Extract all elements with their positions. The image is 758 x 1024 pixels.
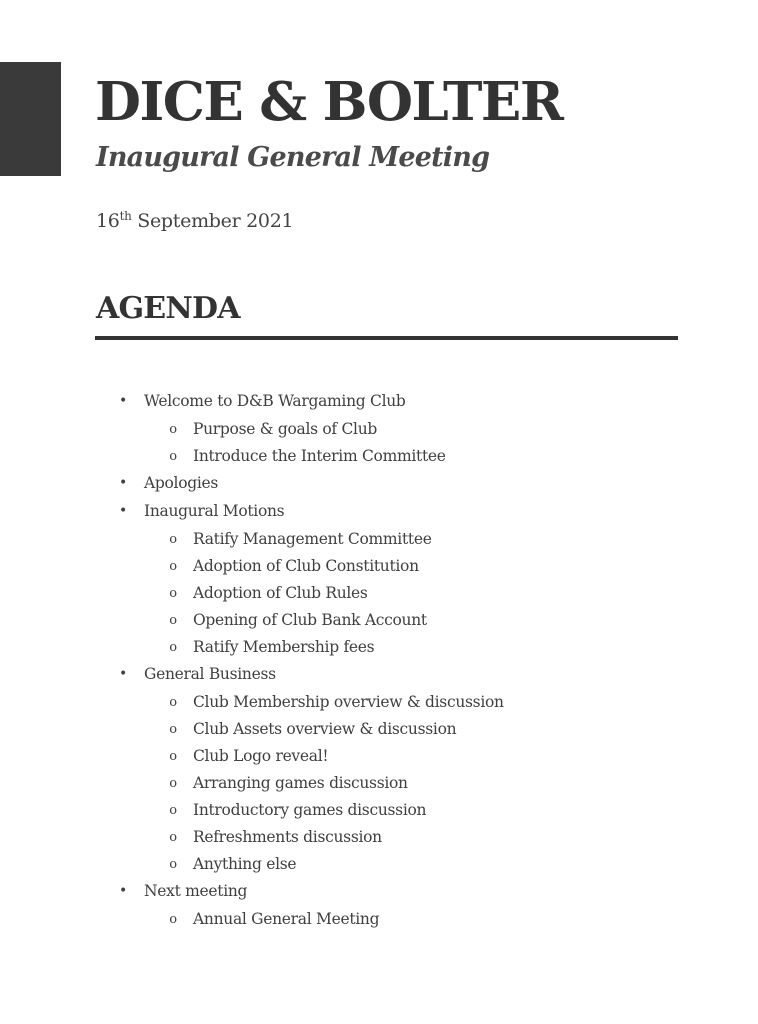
agenda-item-text: Inaugural Motions	[144, 502, 285, 520]
heading-rule	[95, 336, 678, 340]
agenda-item-text: Apologies	[144, 474, 219, 492]
agenda-subitem	[0, 416, 758, 443]
agenda-subitem	[0, 716, 758, 743]
agenda-item	[0, 388, 758, 416]
agenda-item	[0, 498, 758, 526]
agenda-item-text: Club Membership overview & discussion	[193, 693, 504, 711]
meeting-date	[96, 208, 293, 234]
agenda-item-text: Club Assets overview & discussion	[193, 720, 457, 738]
agenda-item-text: Purpose & goals of Club	[193, 420, 378, 438]
sub-bullet-marker: o	[169, 776, 177, 791]
agenda-heading: AGENDA	[96, 291, 240, 326]
agenda-subitem	[0, 851, 758, 878]
sub-bullet-marker: o	[169, 586, 177, 601]
agenda-item-text: Ratify Membership fees	[193, 638, 375, 656]
agenda-subitem	[0, 553, 758, 580]
sub-bullet-marker: o	[169, 559, 177, 574]
sub-bullet-marker: o	[169, 749, 177, 764]
sub-bullet-marker: o	[169, 640, 177, 655]
sub-bullet-marker: o	[169, 803, 177, 818]
agenda-item-text: Ratify Management Committee	[193, 530, 432, 548]
agenda-item-text: Introduce the Interim Committee	[193, 447, 446, 465]
agenda-subitem	[0, 526, 758, 553]
agenda-item	[0, 661, 758, 689]
agenda-item-text: Arranging games discussion	[193, 774, 408, 792]
agenda-subitem	[0, 906, 758, 933]
document-subtitle: Inaugural General Meeting	[96, 142, 490, 173]
agenda-subitem	[0, 443, 758, 470]
agenda-subitem	[0, 689, 758, 716]
agenda-item-text: Opening of Club Bank Account	[193, 611, 427, 629]
agenda-subitem	[0, 743, 758, 770]
agenda-item-text: Adoption of Club Constitution	[193, 557, 419, 575]
agenda-subitem	[0, 607, 758, 634]
agenda-item-text: Welcome to D&B Wargaming Club	[144, 392, 406, 410]
sub-bullet-marker: o	[169, 830, 177, 845]
agenda-item-text: Anything else	[193, 855, 297, 873]
bullet-marker: •	[119, 883, 127, 899]
bullet-marker: •	[119, 666, 127, 682]
agenda-item-text: Adoption of Club Rules	[193, 584, 368, 602]
sub-bullet-marker: o	[169, 613, 177, 628]
agenda-item	[0, 878, 758, 906]
agenda-item-text: Club Logo reveal!	[193, 747, 329, 765]
side-accent-block	[0, 62, 61, 176]
date-suffix: th	[119, 209, 132, 223]
sub-bullet-marker: o	[169, 449, 177, 464]
agenda-subitem	[0, 797, 758, 824]
bullet-marker: •	[119, 503, 127, 519]
sub-bullet-marker: o	[169, 422, 177, 437]
agenda-item-text: Next meeting	[144, 882, 248, 900]
sub-bullet-marker: o	[169, 532, 177, 547]
agenda-item	[0, 470, 758, 498]
agenda-subitem	[0, 770, 758, 797]
date-rest: September 2021	[131, 210, 294, 232]
sub-bullet-marker: o	[169, 695, 177, 710]
agenda-item-text: Annual General Meeting	[193, 910, 380, 928]
agenda-item-text: Introductory games discussion	[193, 801, 427, 819]
agenda-item-text: Refreshments discussion	[193, 828, 382, 846]
sub-bullet-marker: o	[169, 912, 177, 927]
date-day: 16	[96, 210, 120, 232]
agenda-subitem	[0, 824, 758, 851]
bullet-marker: •	[119, 393, 127, 409]
agenda-subitem	[0, 580, 758, 607]
sub-bullet-marker: o	[169, 722, 177, 737]
agenda-subitem	[0, 634, 758, 661]
bullet-marker: •	[119, 475, 127, 491]
agenda-item-text: General Business	[144, 665, 276, 683]
document-title: DICE & BOLTER	[95, 71, 563, 133]
agenda-list	[0, 388, 758, 933]
sub-bullet-marker: o	[169, 857, 177, 872]
